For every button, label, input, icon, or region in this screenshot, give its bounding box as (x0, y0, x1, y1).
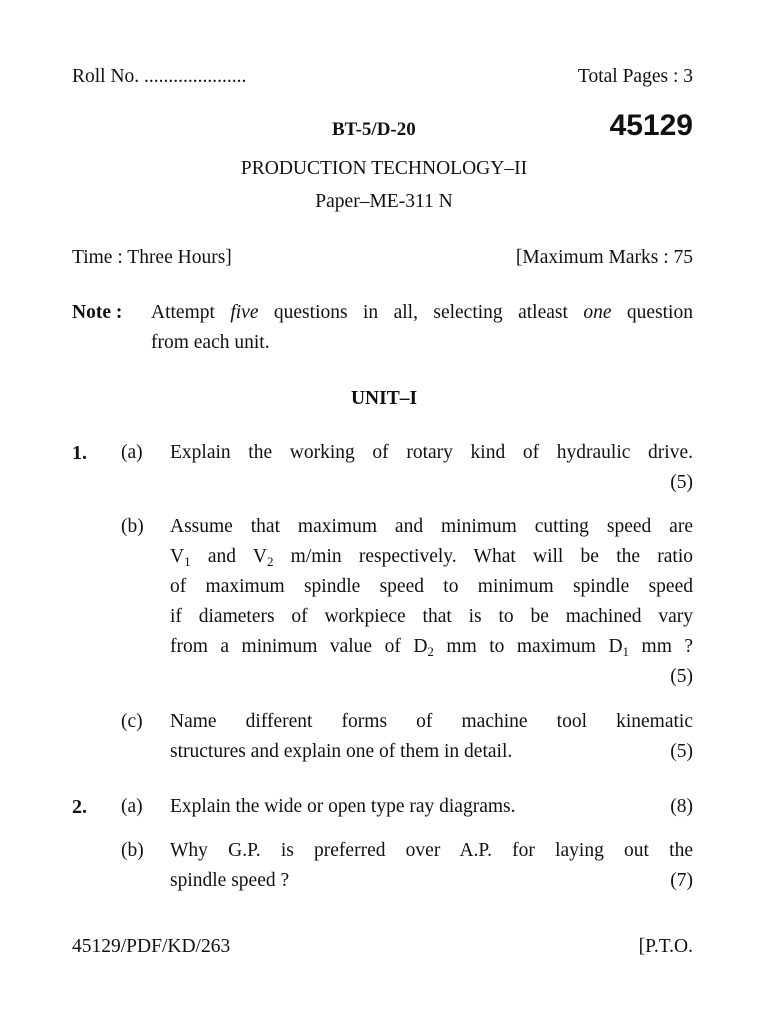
footer-pto: [P.T.O. (638, 936, 693, 957)
total-pages: Total Pages : 3 (577, 66, 693, 87)
q1b-label: (b) (121, 516, 144, 537)
q1b-v-sub-1: 1 (184, 554, 191, 569)
roll-number: Roll No. ..................... (72, 66, 247, 87)
q1b-d-sub-1: 1 (622, 644, 630, 659)
q1c-label: (c) (121, 711, 143, 732)
q1b-line-2-rest: m/min respectively. What will be the ratio (273, 546, 693, 567)
q1b-line-5-c: mm ? (629, 636, 693, 657)
q2a-marks: (8) (670, 796, 693, 817)
note-text-2: questions in all, selecting atleast (258, 302, 584, 323)
unit-heading: UNIT–I (350, 388, 418, 409)
q1b-line-1: Assume that maximum and minimum cutting speed are (170, 516, 693, 537)
q1b-line-5-a: from a minimum value of D (170, 636, 428, 657)
question-2-number: 2. (72, 796, 87, 818)
q1c-marks: (5) (670, 741, 693, 762)
q1b-line-2 (170, 542, 693, 572)
note-emphasis-five: five (230, 302, 259, 323)
q1b-line-3: of maximum spindle speed to minimum spindle speed (170, 576, 693, 597)
paper-number: 45129 (609, 109, 693, 142)
note-text (151, 298, 693, 328)
q1a-marks: (5) (670, 472, 693, 493)
q1b-line-5 (170, 632, 693, 662)
q1b-line-5-b: mm to maximum D (433, 636, 623, 657)
q1b-marks: (5) (670, 666, 693, 687)
q1b-and-v: and V (190, 546, 267, 567)
note-text-3: question (611, 302, 693, 323)
q2b-line-1: Why G.P. is preferred over A.P. for laying out the (170, 840, 693, 861)
paper-title: PRODUCTION TECHNOLOGY–II (240, 158, 528, 179)
q1a-text: Explain the working of rotary kind of hydraulic drive. (170, 442, 693, 463)
q1b-v-sub-2: 2 (266, 554, 274, 569)
q1b-d-sub-2: 2 (427, 644, 434, 659)
exam-time: Time : Three Hours] (72, 247, 232, 268)
q2a-text: Explain the wide or open type ray diagrams. (170, 796, 516, 817)
footer-code: 45129/PDF/KD/263 (72, 936, 231, 957)
note-label: Note : (72, 302, 123, 323)
q1a-label: (a) (121, 442, 143, 463)
exam-code: BT-5/D-20 (332, 119, 416, 140)
max-marks: [Maximum Marks : 75 (515, 247, 693, 268)
q2b-line-2: spindle speed ? (170, 870, 290, 891)
q2b-marks: (7) (670, 870, 693, 891)
q1c-line-1: Name different forms of machine tool kinematic (170, 711, 693, 732)
q2a-label: (a) (121, 796, 143, 817)
note-text-line2: from each unit. (151, 332, 270, 353)
q1b-line-4: if diameters of workpiece that is to be machined vary (170, 606, 693, 627)
q2b-label: (b) (121, 840, 144, 861)
note-emphasis-one: one (583, 302, 612, 323)
note-text-1: Attempt (151, 302, 231, 323)
question-1-number: 1. (72, 442, 87, 464)
q1b-v: V (170, 546, 185, 567)
q1c-line-2: structures and explain one of them in detail. (170, 741, 513, 762)
paper-code: Paper–ME-311 N (315, 191, 453, 212)
